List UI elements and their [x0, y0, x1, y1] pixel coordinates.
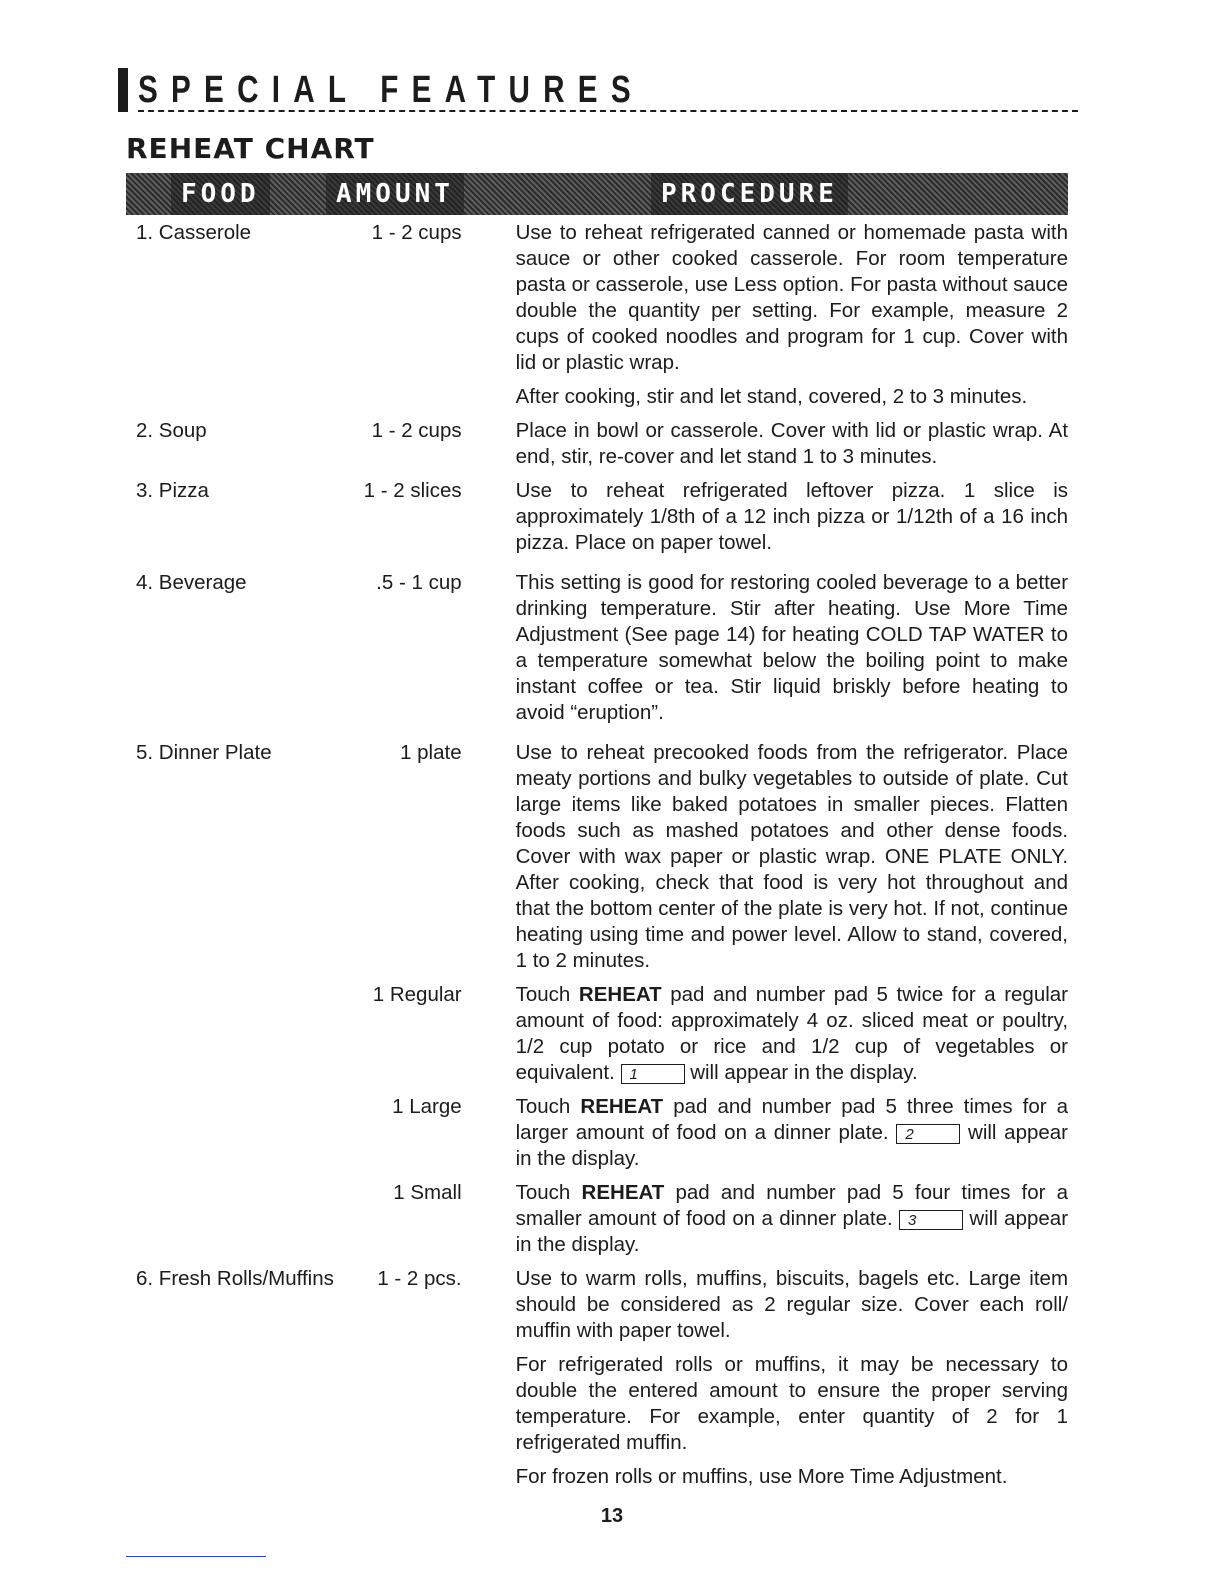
procedure-text — [516, 982, 1068, 1086]
reheat-pad-label: REHEAT — [580, 1095, 664, 1118]
table-row-rolls-muffins — [126, 1266, 1068, 1490]
procedure-cell — [516, 1094, 1068, 1172]
procedure-cell — [516, 1180, 1068, 1258]
procedure-cell — [516, 982, 1068, 1086]
amount-cell: 1 Regular — [372, 983, 462, 1006]
section-dashed-rule — [138, 110, 1078, 112]
reheat-pad-label: REHEAT — [578, 983, 662, 1006]
column-header-food: FOOD — [171, 173, 270, 215]
table-row-large — [126, 1094, 1068, 1172]
amount-cell: 1 - 2 cups — [371, 221, 462, 244]
page-number: 13 — [600, 1505, 624, 1527]
procedure-text — [516, 1094, 1068, 1172]
procedure-fragment: will appear in the display. — [515, 1121, 1069, 1170]
table-row-soup — [126, 418, 1068, 470]
amount-cell: 1 Large — [392, 1095, 462, 1118]
amount-cell: .5 - 1 cup — [376, 571, 462, 594]
chart-title: REHEAT CHART — [126, 132, 375, 165]
column-header-amount: AMOUNT — [326, 173, 464, 215]
amount-cell: 1 - 2 pcs. — [377, 1267, 462, 1290]
procedure-fragment: will appear in the display. — [690, 1061, 918, 1084]
food-cell: 1. Casserole — [136, 221, 252, 244]
procedure-cell — [516, 220, 1068, 410]
touch-word: Touch — [515, 983, 571, 1006]
section-header — [118, 66, 1078, 116]
procedure-text: This setting is good for restoring cooled beverage to a better drinking temperature. Stir after heating. Use More Time Adjustment (See page 14) for heating COLD TAP WATER to a temperature somewhat below the boiling point to make instant coffee or tea. Stir liquid briskly before heating to avoid “eruption”. — [515, 571, 1069, 724]
amount-cell: 1 - 2 cups — [371, 419, 462, 442]
footer-rule — [126, 1556, 266, 1557]
table-row-small — [126, 1180, 1068, 1258]
section-title: SPECIAL FEATURES — [138, 69, 644, 111]
food-cell: 6. Fresh Rolls/Muffins — [136, 1267, 334, 1290]
food-cell: 4. Beverage — [136, 571, 247, 594]
procedure-cell — [516, 570, 1068, 726]
reheat-pad-label: REHEAT — [581, 1181, 665, 1204]
touch-word: Touch — [515, 1181, 571, 1204]
procedure-cell — [516, 478, 1068, 556]
food-cell: 2. Soup — [136, 419, 207, 442]
amount-cell: 1 Small — [393, 1181, 462, 1204]
procedure-text: Use to warm rolls, muffins, biscuits, bagels etc. Large item should be considered as 2 regular size. Cover each roll/ muffin with paper towel. — [515, 1267, 1069, 1342]
table-row-casserole — [126, 220, 1068, 410]
touch-word: Touch — [515, 1095, 571, 1118]
amount-cell: 1 plate — [400, 741, 462, 764]
procedure-text: For frozen rolls or muffins, use More Time Adjustment. — [515, 1465, 1008, 1488]
procedure-text: Use to reheat precooked foods from the refrigerator. Place meaty portions and bulky vegetables to outside of plate. Cut large items like baked potatoes in smaller pieces. Flatten foods such as mashed potatoes and other dense foods. Cover with wax paper or plastic wrap. ONE PLATE ONLY. After cooking, check that food is very hot throughout and that the bottom center of the plate is very hot. If not, continue heating using time and power level. Allow to stand, covered, 1 to 2 minutes. — [515, 741, 1069, 972]
food-cell: 3. Pizza — [136, 479, 209, 502]
table-header-bar — [126, 173, 1068, 215]
procedure-text: Use to reheat refrigerated canned or homemade pasta with sauce or other cooked casserole. For room temperature pasta or casserole, use Less option. For pasta without sauce double the quantity per setting. For example, measure 2 cups of cooked noodles and program for 1 cup. Cover with lid or plastic wrap. — [515, 221, 1069, 374]
display-readout: 2 — [896, 1124, 960, 1144]
procedure-text: For refrigerated rolls or muffins, it may be necessary to double the entered amount to ensure the proper serving temperature. For example, enter quantity of 2 for 1 refrigerated muffin. — [515, 1353, 1069, 1454]
column-header-procedure: PROCEDURE — [651, 173, 848, 215]
procedure-fragment: will appear in the display. — [515, 1207, 1069, 1256]
reheat-table — [126, 220, 1068, 1490]
table-row-regular — [126, 982, 1068, 1086]
procedure-cell — [516, 740, 1068, 974]
procedure-fragment: pad and number pad 5 twice for a regular amount of food: approximately 4 oz. sliced meat or poultry, 1/2 cup potato or rice and 1/2 cup of vegetables or equivalent. — [515, 983, 1069, 1084]
procedure-text: After cooking, stir and let stand, covered, 2 to 3 minutes. — [515, 385, 1028, 408]
procedure-text: Place in bowl or casserole. Cover with lid or plastic wrap. At end, stir, re-cover and let stand 1 to 3 minutes. — [515, 419, 1069, 468]
section-marker-bar — [118, 68, 128, 112]
amount-cell: 1 - 2 slices — [363, 479, 462, 502]
procedure-cell — [516, 1266, 1068, 1490]
procedure-fragment: pad and number pad 5 three times for a larger amount of food on a dinner plate. — [515, 1095, 1069, 1144]
table-row-beverage — [126, 570, 1068, 726]
table-row-pizza — [126, 478, 1068, 556]
procedure-text: Use to reheat refrigerated leftover pizza. 1 slice is approximately 1/8th of a 12 inch pizza or 1/12th of a 16 inch pizza. Place on paper towel. — [515, 479, 1069, 554]
display-readout: 1 — [621, 1064, 685, 1084]
table-row-dinner-plate — [126, 740, 1068, 974]
food-cell: 5. Dinner Plate — [136, 741, 272, 764]
procedure-text — [516, 1180, 1068, 1258]
procedure-fragment: pad and number pad 5 four times for a smaller amount of food on a dinner plate. — [515, 1181, 1069, 1230]
procedure-cell — [516, 418, 1068, 470]
display-readout: 3 — [899, 1210, 963, 1230]
